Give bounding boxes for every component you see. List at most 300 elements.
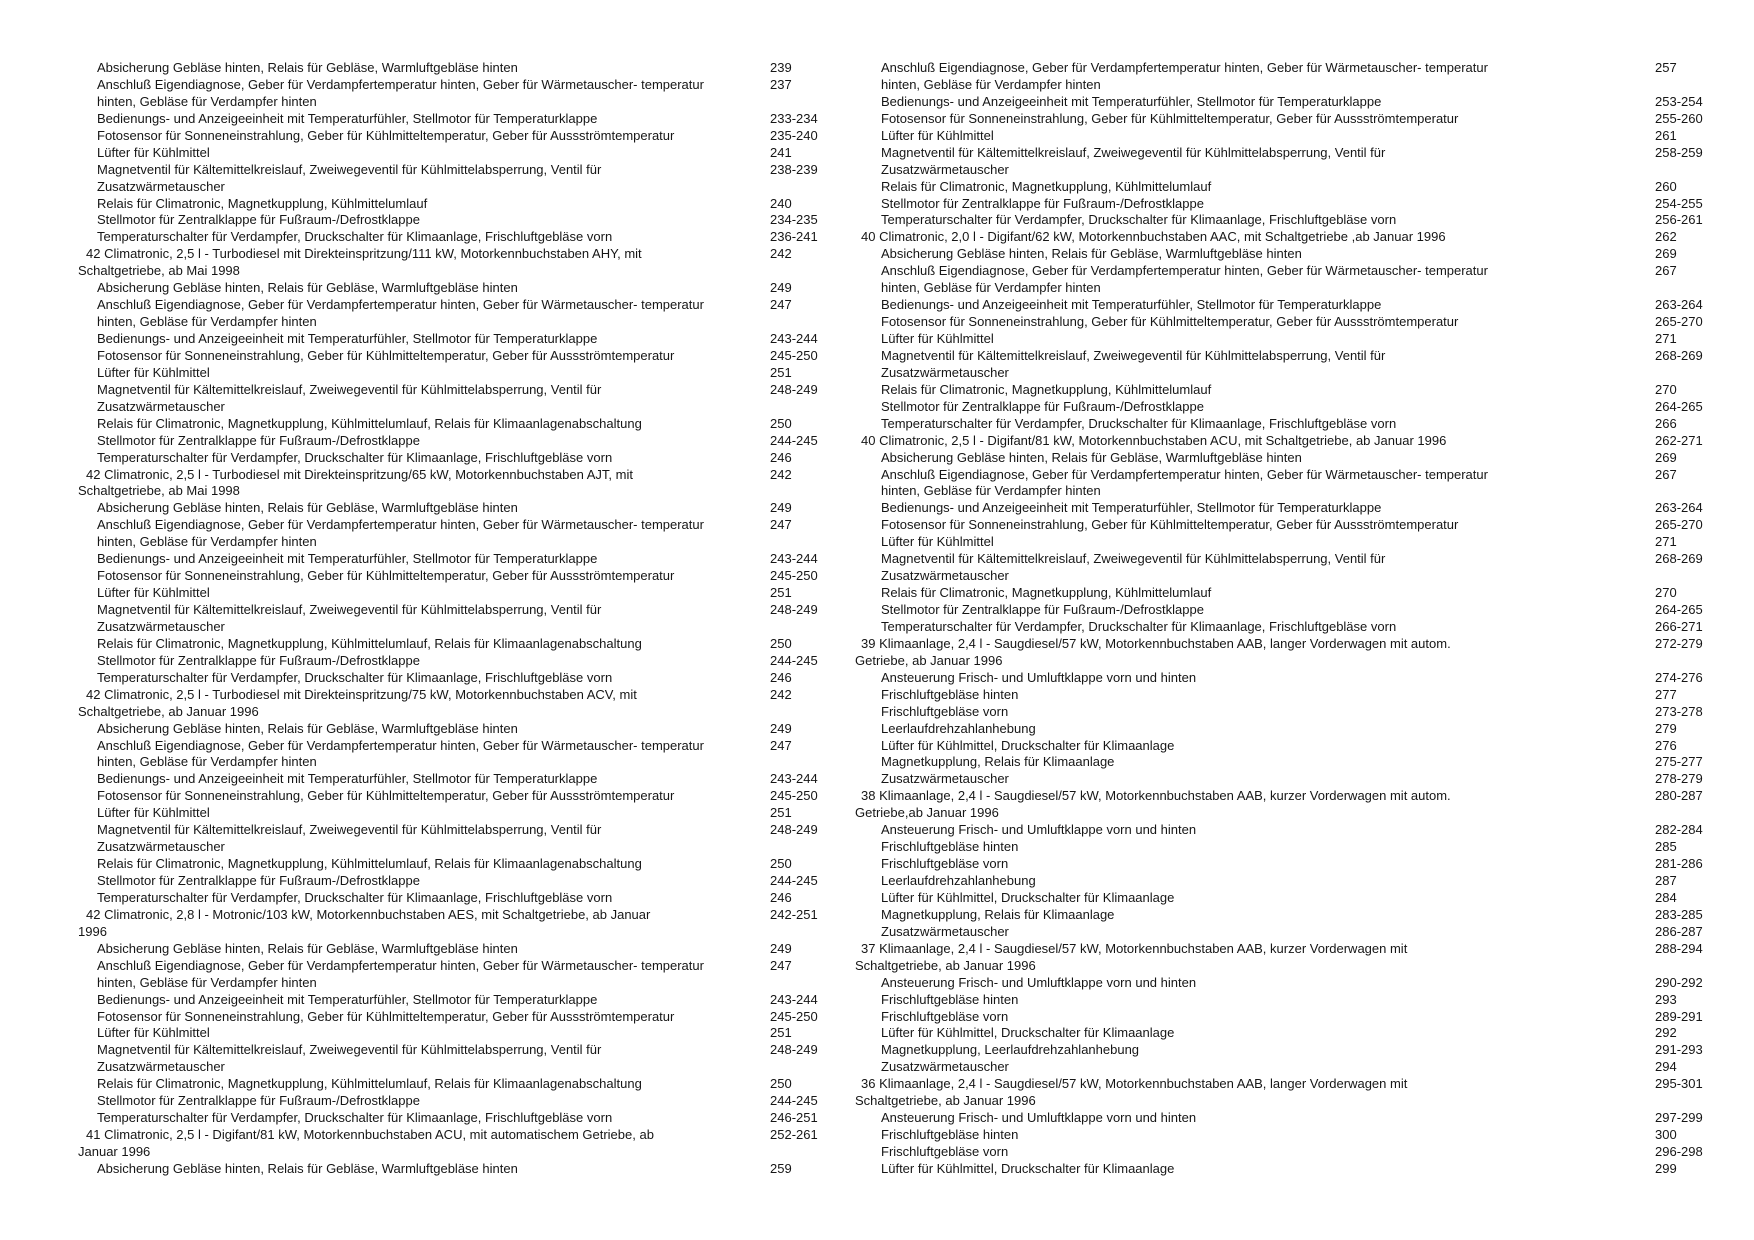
entry-line [855,890,1735,907]
page-number: 268-269 [1655,551,1703,567]
entry-text: Magnetkupplung, Relais für Klimaanlage [881,906,1115,922]
entry-line [855,907,1735,924]
index-sub-entry [855,399,1735,416]
entry-text: Stellmotor für Zentralklappe für Fußraum-/Defrostklappe [881,195,1204,211]
entry-line [78,1127,878,1144]
entry-text: Bedienungs- und Anzeigeeinheit mit Temperaturfühler, Stellmotor für Temperaturklappe [97,991,598,1007]
index-sub-entry [855,754,1735,771]
entry-text: Relais für Climatronic, Magnetkupplung, Kühlmittelumlauf [881,381,1212,397]
entry-line [78,839,878,856]
entry-text: Lüfter für Kühlmittel [881,331,994,346]
entry-line [78,382,878,399]
entry-text: Anschluß Eigendiagnose, Geber für Verdampfertemperatur hinten, Geber für Wärmetauscher- temperatur [881,60,1488,75]
entry-text: Getriebe, ab Januar 1996 [855,652,1003,668]
entry-line [78,754,878,771]
entry-line [855,788,1735,805]
entry-text: Absicherung Gebläse hinten, Relais für Gebläse, Warmluftgebläse hinten [97,720,518,736]
entry-line [855,1059,1735,1076]
entry-text: 36 Klimaanlage, 2,4 l - Saugdiesel/57 kW, Motorkennbuchstaben AAB, langer Vorderwagen mit [861,1076,1408,1092]
page-number: 294 [1655,1059,1677,1075]
index-sub-entry [78,670,878,687]
entry-line [855,534,1735,551]
index-sub-entry [855,450,1735,467]
page-number: 277 [1655,686,1677,702]
index-sub-entry [78,517,878,551]
entry-text: Lüfter für Kühlmittel [97,144,210,160]
index-sub-entry [855,924,1735,941]
entry-text: hinten, Gebläse für Verdampfer hinten [881,76,1101,92]
page-number: 286-287 [1655,923,1703,939]
entry-text: Absicherung Gebläse hinten, Relais für Gebläse, Warmluftgebläse hinten [97,280,518,296]
entry-line [78,179,878,196]
page-number: 285 [1655,839,1677,855]
entry-text: Stellmotor für Zentralklappe für Fußraum-/Defrostklappe [881,602,1204,617]
page-number: 242-251 [770,906,818,922]
entry-text: Stellmotor für Zentralklappe für Fußraum-/Defrostklappe [97,432,420,448]
entry-line [78,788,878,805]
entry-line [855,517,1735,534]
entry-line [78,483,878,500]
entry-text: Leerlaufdrehzahlanhebung [881,873,1036,888]
page-number: 266 [1655,415,1677,431]
entry-line [78,280,878,297]
entry-text: Temperaturschalter für Verdampfer, Druckschalter für Klimaanlage, Frischluftgebläse vorn [97,669,613,685]
page-number: 244-245 [770,652,818,668]
entry-line [855,992,1735,1009]
index-sub-entry [78,551,878,568]
index-sub-entry [78,416,878,433]
index-sub-entry [78,450,878,467]
page-number: 239 [770,60,792,75]
entry-text: Fotosensor für Sonneneinstrahlung, Geber für Kühlmitteltemperatur, Geber für Aussströmtemperatur [97,127,675,143]
entry-text: Januar 1996 [78,1144,151,1159]
entry-text: Stellmotor für Zentralklappe für Fußraum-/Defrostklappe [97,1093,420,1109]
entry-line [855,738,1735,755]
index-sub-entry [855,670,1735,687]
page-number: 274-276 [1655,669,1703,685]
entry-line [78,196,878,213]
page-number: 249 [770,500,792,516]
entry-text: Bedienungs- und Anzeigeeinheit mit Temperaturfühler, Stellmotor für Temperaturklappe [97,551,598,567]
page-number: 263-264 [1655,500,1703,516]
entry-line [78,992,878,1009]
entry-text: Anschluß Eigendiagnose, Geber für Verdampfertemperatur hinten, Geber für Wärmetauscher- temperatur [881,263,1488,279]
index-sub-entry [78,1009,878,1026]
entry-text: hinten, Gebläse für Verdampfer hinten [881,483,1101,499]
entry-text: Zusatzwärmetauscher [881,1059,1009,1075]
index-sub-entry [855,331,1735,348]
index-sub-entry [855,738,1735,755]
index-sub-entry [855,111,1735,128]
page-number: 242 [770,686,792,702]
page-number: 256-261 [1655,212,1703,228]
index-sub-entry [855,551,1735,585]
index-sub-entry [855,1059,1735,1076]
entry-text: Bedienungs- und Anzeigeeinheit mit Temperaturfühler, Stellmotor für Temperaturklappe [881,93,1382,109]
entry-text: Temperaturschalter für Verdampfer, Druckschalter für Klimaanlage, Frischluftgebläse vorn [97,229,613,245]
page-number: 300 [1655,1127,1677,1143]
entry-line [78,94,878,111]
page-number: 273-278 [1655,703,1703,719]
index-section-entry [78,246,878,280]
entry-line [855,704,1735,721]
entry-line [855,229,1735,246]
entry-text: Temperaturschalter für Verdampfer, Druckschalter für Klimaanlage, Frischluftgebläse vorn [97,1110,613,1126]
entry-line [78,1076,878,1093]
entry-line [78,771,878,788]
page-number: 281-286 [1655,856,1703,872]
page-number: 265-270 [1655,517,1703,533]
page-number: 271 [1655,534,1677,550]
entry-text: 1996 [78,923,107,939]
page-number: 251 [770,805,792,821]
entry-line [855,467,1735,484]
index-sub-entry [78,602,878,636]
entry-line [855,924,1735,941]
entry-line [78,721,878,738]
entry-text: Frischluftgebläse hinten [881,839,1019,855]
index-section-entry [78,1127,878,1161]
entry-line [78,1042,878,1059]
entry-text: Relais für Climatronic, Magnetkupplung, Kühlmittelumlauf, Relais für Klimaanlagenabschaltung [97,1076,642,1092]
entry-text: Absicherung Gebläse hinten, Relais für Gebläse, Warmluftgebläse hinten [97,1160,518,1176]
entry-text: Bedienungs- und Anzeigeeinheit mit Temperaturfühler, Stellmotor für Temperaturklappe [97,331,598,346]
page-number: 271 [1655,331,1677,346]
page-number: 291-293 [1655,1042,1703,1058]
index-sub-entry [78,941,878,958]
entry-text: Lüfter für Kühlmittel, Druckschalter für Klimaanlage [881,1025,1175,1041]
entry-text: Zusatzwärmetauscher [97,839,225,855]
entry-text: 37 Klimaanlage, 2,4 l - Saugdiesel/57 kW, Motorkennbuchstaben AAB, kurzer Vorderwagen mit [861,940,1408,956]
index-sub-entry [855,856,1735,873]
entry-text: 42 Climatronic, 2,5 l - Turbodiesel mit Direkteinspritzung/65 kW, Motorkennbuchstaben AJT, mit [86,466,633,482]
page-number: 248-249 [770,822,818,838]
entry-line [855,1042,1735,1059]
page-number: 247 [770,957,792,973]
entry-line [78,111,878,128]
entry-line [855,1093,1735,1110]
entry-line [855,873,1735,890]
entry-line [78,1110,878,1127]
page-number: 292 [1655,1025,1677,1041]
entry-text: Magnetventil für Kältemittelkreislauf, Zweiwegeventil für Kühlmittelabsperrung, Ventil für [881,347,1386,363]
entry-text: Frischluftgebläse hinten [881,991,1019,1007]
page-number: 268-269 [1655,347,1703,363]
page-number: 293 [1655,991,1677,1007]
entry-text: Frischluftgebläse hinten [881,686,1019,702]
index-sub-entry [78,212,878,229]
entry-line [78,704,878,721]
page-number: 238-239 [770,161,818,177]
entry-line [855,941,1735,958]
entry-text: Temperaturschalter für Verdampfer, Druckschalter für Klimaanlage, Frischluftgebläse vorn [97,889,613,905]
entry-text: Stellmotor für Zentralklappe für Fußraum-/Defrostklappe [97,873,420,888]
page-number: 240 [770,195,792,211]
page-number: 249 [770,720,792,736]
index-sub-entry [78,1076,878,1093]
entry-line [855,365,1735,382]
page-number: 245-250 [770,347,818,363]
entry-line [855,500,1735,517]
page-number: 269 [1655,449,1677,465]
entry-text: Relais für Climatronic, Magnetkupplung, Kühlmittelumlauf, Relais für Klimaanlagenabschaltung [97,856,642,872]
entry-text: Stellmotor für Zentralklappe für Fußraum-/Defrostklappe [97,212,420,228]
entry-text: Bedienungs- und Anzeigeeinheit mit Temperaturfühler, Stellmotor für Temperaturklappe [97,771,598,787]
entry-line [855,111,1735,128]
index-sub-entry [78,348,878,365]
page-number: 246-251 [770,1110,818,1126]
entry-text: Absicherung Gebläse hinten, Relais für Gebläse, Warmluftgebläse hinten [881,246,1302,262]
index-section-entry [855,941,1735,975]
entry-text: Magnetventil für Kältemittelkreislauf, Zweiwegeventil für Kühlmittelabsperrung, Ventil für [881,144,1386,160]
entry-line [78,365,878,382]
page-number: 289-291 [1655,1008,1703,1024]
page-number: 264-265 [1655,602,1703,617]
page-number: 270 [1655,381,1677,397]
page-number: 252-261 [770,1127,818,1143]
page-number: 283-285 [1655,906,1703,922]
entry-text: Stellmotor für Zentralklappe für Fußraum-/Defrostklappe [97,652,420,668]
entry-line [855,196,1735,213]
index-sub-entry [855,992,1735,1009]
entry-line [855,551,1735,568]
entry-text: Absicherung Gebläse hinten, Relais für Gebläse, Warmluftgebläse hinten [97,500,518,516]
index-sub-entry [78,1025,878,1042]
entry-text: Zusatzwärmetauscher [97,1059,225,1075]
entry-text: Zusatzwärmetauscher [881,568,1009,584]
entry-text: Lüfter für Kühlmittel, Druckschalter für Klimaanlage [881,889,1175,905]
index-section-entry [78,687,878,721]
index-sub-entry [855,619,1735,636]
page-number: 266-271 [1655,618,1703,634]
entry-line [78,1144,878,1161]
index-sub-entry [78,585,878,602]
page-number: 250 [770,635,792,651]
entry-text: Zusatzwärmetauscher [97,398,225,414]
entry-line [78,1025,878,1042]
index-sub-entry [855,314,1735,331]
entry-text: Frischluftgebläse vorn [881,1008,1009,1024]
index-sub-entry [78,788,878,805]
entry-text: Schaltgetriebe, ab Mai 1998 [78,263,240,279]
page-number: 250 [770,1076,792,1092]
index-sub-entry [855,907,1735,924]
entry-text: Ansteuerung Frisch- und Umluftklappe vorn und hinten [881,974,1197,990]
page-number: 243-244 [770,331,818,346]
page-number: 270 [1655,585,1677,601]
entry-text: Absicherung Gebläse hinten, Relais für Gebläse, Warmluftgebläse hinten [97,940,518,956]
page-number: 248-249 [770,602,818,617]
page-number: 243-244 [770,771,818,787]
entry-line [855,1076,1735,1093]
entry-text: Temperaturschalter für Verdampfer, Druckschalter für Klimaanlage, Frischluftgebläse vorn [881,415,1397,431]
entry-line [855,771,1735,788]
page-number: 243-244 [770,991,818,1007]
index-sub-entry [855,467,1735,501]
index-sub-entry [78,297,878,331]
entry-line [78,907,878,924]
entry-text: Relais für Climatronic, Magnetkupplung, Kühlmittelumlauf, Relais für Klimaanlagenabschaltung [97,635,642,651]
entry-line [78,348,878,365]
entry-line [78,331,878,348]
page-number: 295-301 [1655,1076,1703,1092]
entry-text: Frischluftgebläse vorn [881,703,1009,719]
entry-text: Zusatzwärmetauscher [97,618,225,634]
entry-line [855,1110,1735,1127]
entry-text: Lüfter für Kühlmittel [97,1025,210,1041]
index-sub-entry [855,1127,1735,1144]
page-number: 247 [770,297,792,313]
index-section-entry [855,636,1735,670]
page-number: 245-250 [770,788,818,804]
page-number: 272-279 [1655,635,1703,651]
page-number: 269 [1655,246,1677,262]
entry-line [855,1127,1735,1144]
entry-line [78,653,878,670]
index-section-entry [855,433,1735,450]
index-sub-entry [78,433,878,450]
entry-text: Magnetkupplung, Leerlaufdrehzahlanhebung [881,1042,1140,1058]
entry-line [78,636,878,653]
entry-text: Lüfter für Kühlmittel, Druckschalter für Klimaanlage [881,1160,1175,1176]
page-number: 251 [770,364,792,380]
index-sub-entry [855,602,1735,619]
index-sub-entry [78,365,878,382]
index-sub-entry [78,60,878,77]
entry-text: Magnetventil für Kältemittelkreislauf, Zweiwegeventil für Kühlmittelabsperrung, Ventil für [97,161,602,177]
page-number: 241 [770,144,792,160]
entry-line [78,517,878,534]
entry-text: Zusatzwärmetauscher [97,178,225,194]
entry-text: 39 Klimaanlage, 2,4 l - Saugdiesel/57 kW, Motorkennbuchstaben AAB, langer Vorderwagen mit autom. [861,635,1451,651]
page-number: 251 [770,585,792,601]
page-number: 276 [1655,737,1677,753]
page-number: 299 [1655,1160,1677,1176]
entry-line [855,162,1735,179]
index-sub-entry [78,111,878,128]
entry-text: Schaltgetriebe, ab Januar 1996 [78,703,259,719]
page-number: 267 [1655,263,1677,279]
entry-line [78,805,878,822]
index-sub-entry [78,280,878,297]
entry-text: Temperaturschalter für Verdampfer, Druckschalter für Klimaanlage, Frischluftgebläse vorn [881,212,1397,228]
index-sub-entry [78,331,878,348]
page-number: 263-264 [1655,297,1703,313]
entry-line [855,433,1735,450]
entry-text: Anschluß Eigendiagnose, Geber für Verdampfertemperatur hinten, Geber für Wärmetauscher- temperatur [97,517,704,533]
entry-text: hinten, Gebläse für Verdampfer hinten [97,534,317,550]
entry-text: Lüfter für Kühlmittel [97,364,210,380]
page-number: 253-254 [1655,93,1703,109]
page-number: 244-245 [770,1093,818,1109]
page-number: 282-284 [1655,822,1703,838]
entry-text: Absicherung Gebläse hinten, Relais für Gebläse, Warmluftgebläse hinten [97,60,518,75]
page-number: 234-235 [770,212,818,228]
index-sub-entry [78,738,878,772]
entry-line [78,856,878,873]
index-sub-entry [78,873,878,890]
entry-line [855,179,1735,196]
index-sub-entry [855,1161,1735,1178]
index-sub-entry [855,212,1735,229]
entry-text: Frischluftgebläse vorn [881,1144,1009,1159]
page-number: 290-292 [1655,974,1703,990]
index-sub-entry [78,721,878,738]
entry-line [78,212,878,229]
entry-line [855,314,1735,331]
entry-line [78,162,878,179]
entry-text: Anschluß Eigendiagnose, Geber für Verdampfertemperatur hinten, Geber für Wärmetauscher- temperatur [97,76,704,92]
index-sub-entry [855,246,1735,263]
entry-line [78,1009,878,1026]
index-column-right [855,60,1735,1178]
index-column-left [78,60,878,1178]
index-section-entry [855,1076,1735,1110]
entry-line [78,77,878,94]
index-sub-entry [78,992,878,1009]
entry-text: Zusatzwärmetauscher [881,771,1009,787]
entry-line [855,619,1735,636]
index-sub-entry [855,534,1735,551]
index-sub-entry [855,94,1735,111]
index-sub-entry [855,500,1735,517]
entry-text: Relais für Climatronic, Magnetkupplung, Kühlmittelumlauf [881,585,1212,601]
index-section-entry [855,788,1735,822]
index-sub-entry [78,196,878,213]
index-sub-entry [855,145,1735,179]
index-section-entry [78,907,878,941]
index-sub-entry [78,128,878,145]
index-sub-entry [78,1042,878,1076]
entry-line [78,822,878,839]
index-sub-entry [855,382,1735,399]
page-number: 260 [1655,178,1677,194]
entry-line [78,145,878,162]
page-number: 237 [770,76,792,92]
entry-line [78,890,878,907]
page-number: 296-298 [1655,1144,1703,1159]
page-number: 242 [770,466,792,482]
entry-line [855,382,1735,399]
entry-line [78,128,878,145]
index-sub-entry [855,771,1735,788]
entry-line [78,602,878,619]
page-number: 233-234 [770,110,818,126]
entry-line [78,568,878,585]
entry-line [78,1059,878,1076]
entry-text: 42 Climatronic, 2,5 l - Turbodiesel mit Direkteinspritzung/111 kW, Motorkennbuchstaben AHY, mit [86,246,642,262]
index-sub-entry [78,856,878,873]
index-sub-entry [855,585,1735,602]
page-number: 262 [1655,229,1677,245]
index-sub-entry [78,653,878,670]
entry-line [855,1161,1735,1178]
entry-line [855,128,1735,145]
index-sub-entry [78,636,878,653]
page-number: 246 [770,449,792,465]
entry-text: hinten, Gebläse für Verdampfer hinten [97,93,317,109]
page-number: 255-260 [1655,110,1703,126]
entry-line [78,246,878,263]
entry-text: Temperaturschalter für Verdampfer, Druckschalter für Klimaanlage, Frischluftgebläse vorn [97,449,613,465]
entry-text: Ansteuerung Frisch- und Umluftklappe vorn und hinten [881,1110,1197,1126]
entry-text: Magnetventil für Kältemittelkreislauf, Zweiwegeventil für Kühlmittelabsperrung, Ventil für [97,822,602,838]
page-number: 275-277 [1655,754,1703,770]
entry-text: Magnetventil für Kältemittelkreislauf, Zweiwegeventil für Kühlmittelabsperrung, Ventil für [97,1042,602,1058]
page-number: 288-294 [1655,940,1703,956]
index-sub-entry [78,1161,878,1178]
entry-line [855,348,1735,365]
